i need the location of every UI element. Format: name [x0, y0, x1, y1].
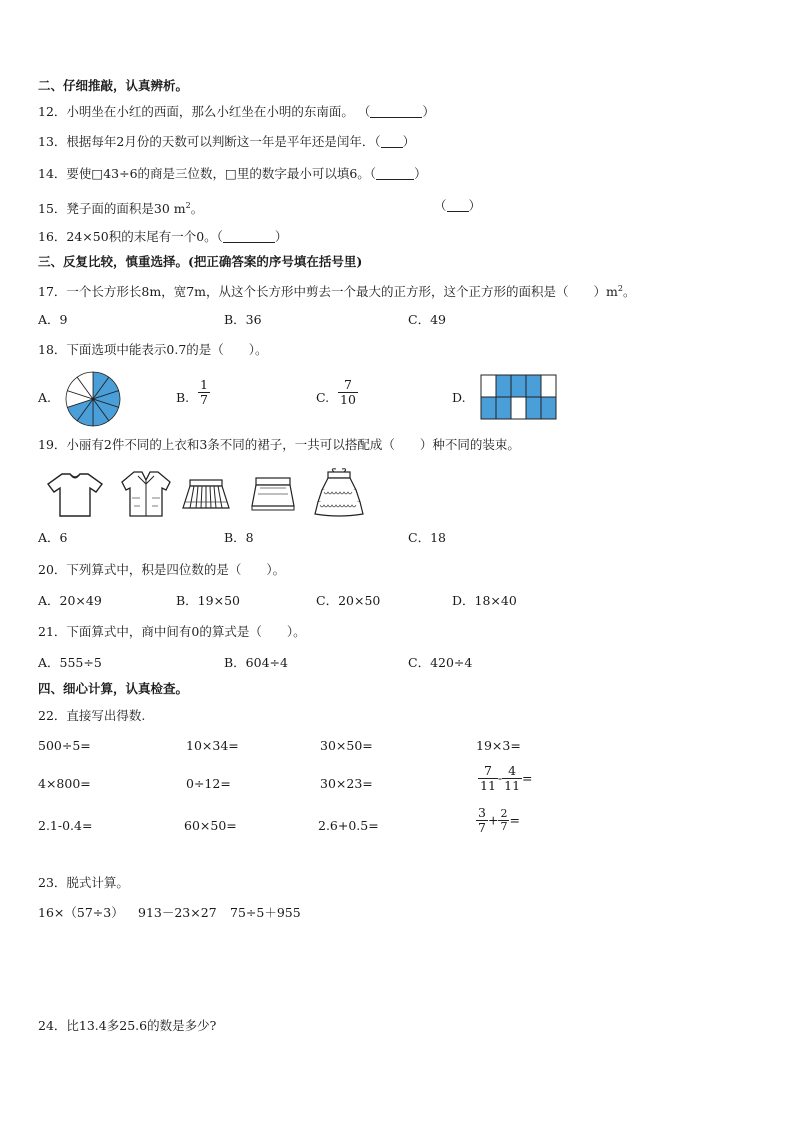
q18-option-c-label[interactable]: C. [316, 390, 330, 405]
question-24: 24．比13.4多25.6的数是多少? [38, 1018, 217, 1033]
q18-option-a-label[interactable]: A. [38, 390, 52, 405]
q20-option-b[interactable]: B．19×50 [176, 593, 240, 608]
section-3-title: 三、反复比较，慎重选择。(把正确答案的序号填在括号里) [38, 254, 363, 269]
section-2-title: 二、仔细推敲，认真辨析。 [38, 78, 189, 93]
answer-blank[interactable] [376, 167, 414, 180]
answer-blank[interactable] [381, 135, 403, 148]
shirt-icon [44, 470, 106, 520]
question-20: 20．下列算式中，积是四位数的是（ ）。 [38, 562, 286, 577]
question-18: 18．下面选项中能表示0.7的是（ ）。 [38, 342, 268, 357]
q21-option-b[interactable]: B．604÷4 [224, 655, 288, 670]
q20-option-d[interactable]: D．18×40 [452, 593, 517, 608]
question-15: 15．凳子面的面积是30 $m^2$。 [38, 201, 204, 217]
grid-cell [511, 397, 526, 419]
q17-option-c[interactable]: C．49 [408, 312, 446, 327]
question-13: 13．根据每年2月份的天数可以判断这一年是平年还是闰年．（ ） [38, 134, 416, 149]
grid-cell [511, 375, 526, 397]
calc-item: 30×23= [320, 776, 373, 791]
q19-option-a[interactable]: A．6 [38, 530, 68, 545]
grid-cell [496, 375, 511, 397]
pie-slices [66, 372, 120, 426]
expression-item: 913－23×27 [138, 905, 217, 920]
q18-option-b-label[interactable]: B. [176, 390, 190, 405]
question-16: 16．24×50积的末尾有一个0。（ ） [38, 229, 288, 244]
answer-blank[interactable] [223, 230, 275, 243]
calc-item: 10×34= [186, 738, 239, 753]
q19-option-c[interactable]: C．18 [408, 530, 446, 545]
question-14: 14．要使□43÷6的商是三位数，□里的数字最小可以填6。（ ） [38, 166, 427, 181]
q18-option-c-fraction: $\frac{7}{10}$ [340, 377, 356, 407]
q19-option-b[interactable]: B．8 [224, 530, 254, 545]
calc-item: 2.6+0.5= [318, 818, 379, 833]
q20-option-c[interactable]: C．20×50 [316, 593, 381, 608]
grid-cell [481, 397, 496, 419]
q20-option-a[interactable]: A．20×49 [38, 593, 102, 608]
grid-cell [541, 375, 556, 397]
question-21: 21．下面算式中，商中间有0的算式是（ ）。 [38, 624, 306, 639]
calc-item: 4×800= [38, 776, 91, 791]
calc-item: 19×3= [476, 738, 521, 753]
calc-item-fraction: $\frac{7}{11}$ - $\frac{4}{11}$ = [480, 763, 533, 793]
expression-item: 16×（57÷3） [38, 905, 124, 920]
calc-item: 500÷5= [38, 738, 91, 753]
q18-option-d-label[interactable]: D. [452, 390, 466, 405]
q18-pie-figure [64, 370, 122, 428]
short-skirt-icon [248, 476, 298, 512]
q18-option-b-fraction: $\frac{1}{7}$ [200, 377, 208, 407]
grid-cell [496, 397, 511, 419]
question-15-answer: （ ） [434, 198, 482, 213]
grid-cell [526, 375, 541, 397]
grid-cell [541, 397, 556, 419]
expression-item: 75÷5＋955 [230, 905, 301, 920]
q21-option-c[interactable]: C．420÷4 [408, 655, 473, 670]
blouse-icon [118, 468, 174, 520]
section-4-title: 四、细心计算，认真检查。 [38, 681, 189, 696]
q17-option-b[interactable]: B．36 [224, 312, 262, 327]
grid-cell [481, 375, 496, 397]
q17-option-a[interactable]: A．9 [38, 312, 68, 327]
question-23: 23．脱式计算。 [38, 875, 129, 890]
calc-item: 30×50= [320, 738, 373, 753]
ruffled-skirt-icon [312, 468, 366, 520]
answer-blank[interactable] [370, 105, 422, 118]
question-17: 17．一个长方形长8m，宽7m，从这个长方形中剪去一个最大的正方形，这个正方形的面积是（ ）$m^2$。 [38, 284, 636, 300]
q18-grid-figure [480, 374, 558, 420]
calc-item: 0÷12= [186, 776, 231, 791]
question-12: 12．小明坐在小红的西面，那么小红坐在小明的东南面。 （ ） [38, 104, 435, 119]
q21-option-a[interactable]: A．555÷5 [38, 655, 102, 670]
calc-item-fraction: $\frac{3}{7}$ + $\frac{2}{7}$ = [478, 805, 520, 835]
grid-cell [526, 397, 541, 419]
grid-cells [481, 375, 556, 419]
question-22: 22．直接写出得数. [38, 708, 146, 723]
calc-item: 2.1-0.4= [38, 818, 93, 833]
calc-item: 60×50= [184, 818, 237, 833]
question-19: 19．小丽有2件不同的上衣和3条不同的裙子，一共可以搭配成（ ）种不同的装束。 [38, 437, 520, 452]
pleated-skirt-icon [180, 478, 232, 512]
answer-blank[interactable] [447, 199, 469, 212]
